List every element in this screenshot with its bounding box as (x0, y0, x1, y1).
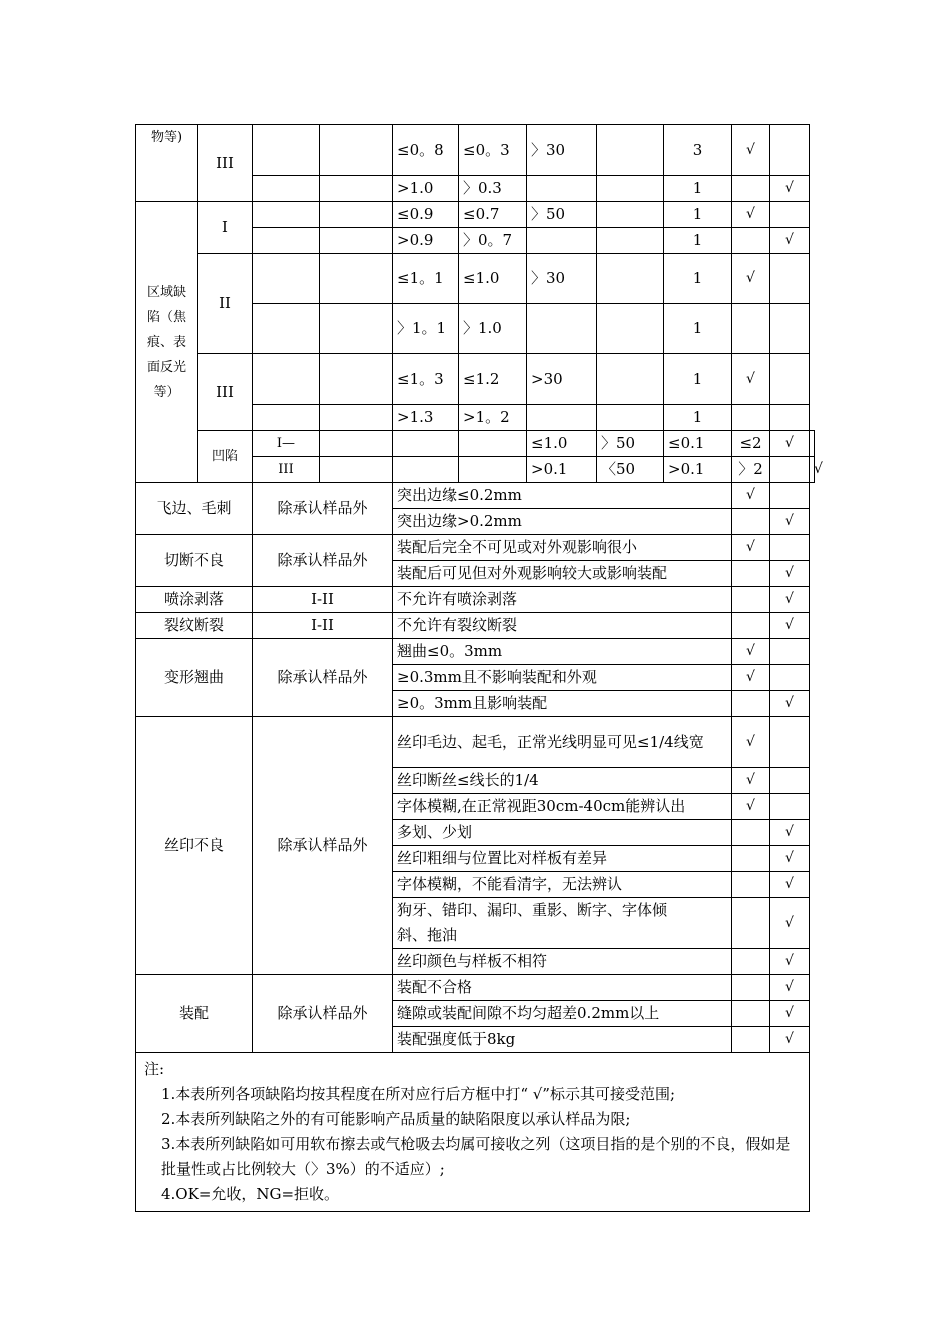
table-cell (459, 457, 527, 483)
ng-checkmark: √ (770, 613, 810, 639)
table-cell: ≤0。8 (393, 125, 459, 176)
defect-criterion: ≥0.3mm且不影响装配和外观 (393, 665, 732, 691)
table-cell (459, 431, 527, 457)
table-cell (527, 228, 597, 254)
region-defect-label: 区域缺陷（焦痕、表面反光等） (136, 202, 198, 483)
table-row (136, 639, 815, 665)
notes-row (136, 1053, 815, 1212)
defect-criterion: 丝印毛边、起毛，正常光线明显可见≤1/4线宽 (393, 717, 732, 768)
table-cell (597, 254, 664, 304)
defect-criterion: 多划、少划 (393, 820, 732, 846)
table-cell: ≤0.1 (664, 431, 732, 457)
ok-checkmark: √ (732, 717, 770, 768)
ng-checkmark: √ (810, 457, 815, 483)
defect-criterion: 丝印颜色与样板不相符 (393, 949, 732, 975)
defect-criterion: 装配后完全不可见或对外观影响很小 (393, 535, 732, 561)
ng-checkmark: √ (770, 949, 810, 975)
table-row (136, 431, 815, 457)
defect-name: 装配 (136, 975, 253, 1053)
defect-criterion: 丝印粗细与位置比对样板有差异 (393, 846, 732, 872)
table-cell: 〉30 (527, 125, 597, 176)
table-cell: 1 (664, 202, 732, 228)
level-label: III (198, 125, 253, 202)
table-cell: >0.9 (393, 228, 459, 254)
table-row (136, 587, 815, 613)
ok-checkmark: √ (732, 665, 770, 691)
table-row (136, 483, 815, 509)
ok-checkmark: √ (732, 639, 770, 665)
table-cell: ≤1.2 (459, 354, 527, 405)
defect-criterion: 不允许有喷涂剥落 (393, 587, 732, 613)
category-label: 物等) (136, 125, 198, 202)
table-cell: >1.3 (393, 405, 459, 431)
notes-block (136, 1053, 810, 1212)
table-cell (597, 354, 664, 405)
note-line: 3.本表所列缺陷如可用软布擦去或气枪吸去均属可接收之列（这项目指的是个别的不良，假如是批量性或占比例较大（〉3%）的不适应）; (161, 1135, 791, 1178)
notes-title: 注: (144, 1060, 165, 1078)
table-row (136, 717, 815, 768)
table-cell: 1 (664, 304, 732, 354)
table-cell: ≤0.9 (393, 202, 459, 228)
ng-checkmark: √ (770, 846, 810, 872)
level-label: I— (253, 431, 320, 457)
table-cell: ≤1.0 (527, 431, 597, 457)
defect-criterion: 缝隙或装配间隙不均匀超差0.2mm以上 (393, 1001, 732, 1027)
table-cell: >0.1 (664, 457, 732, 483)
ng-checkmark: √ (770, 1027, 810, 1053)
defect-criterion: ≥0。3mm且影响装配 (393, 691, 732, 717)
ok-checkmark: √ (732, 354, 770, 405)
ng-checkmark: √ (770, 587, 810, 613)
defect-criterion: 字体模糊，不能看清字，无法辨认 (393, 872, 732, 898)
note-line: 2.本表所列缺陷之外的有可能影响产品质量的缺陷限度以承认样品为限; (161, 1110, 631, 1128)
defect-criterion: 装配强度低于8kg (393, 1027, 732, 1053)
ng-checkmark: √ (770, 975, 810, 1001)
table-cell: >0.1 (527, 457, 597, 483)
table-cell: 〉2 (732, 457, 770, 483)
ok-checkmark: √ (732, 202, 770, 228)
ok-checkmark: √ (732, 483, 770, 509)
defect-name: 变形翘曲 (136, 639, 253, 717)
table-row (136, 202, 815, 228)
table-cell: ≤2 (732, 431, 770, 457)
ok-checkmark: √ (770, 431, 810, 457)
table-row (136, 535, 815, 561)
table-cell: 〉50 (597, 431, 664, 457)
defect-criterion: 突出边缘>0.2mm (393, 509, 732, 535)
table-row (136, 613, 815, 639)
table-cell: 〉50 (527, 202, 597, 228)
level-label: III (253, 457, 320, 483)
defect-criterion: 狗牙、错印、漏印、重影、断字、字体倾斜、拖油 (393, 898, 732, 949)
defect-criterion: 丝印断丝≤线长的1/4 (393, 768, 732, 794)
note-line: 4.OK=允收，NG=拒收。 (161, 1185, 340, 1203)
ok-checkmark: √ (732, 254, 770, 304)
ng-checkmark: √ (770, 1001, 810, 1027)
table-cell: 1 (664, 254, 732, 304)
table-row (136, 254, 815, 304)
defect-criterion: 字体模糊,在正常视距30cm-40cm能辨认出 (393, 794, 732, 820)
table-cell: 1 (664, 405, 732, 431)
level-label: III (198, 354, 253, 431)
table-cell: >1。2 (459, 405, 527, 431)
table-cell: ≤1.0 (459, 254, 527, 304)
table-cell (527, 405, 597, 431)
table-cell: ≤0。3 (459, 125, 527, 176)
defect-name: 丝印不良 (136, 717, 253, 975)
table-cell (527, 176, 597, 202)
ng-checkmark: √ (770, 820, 810, 846)
ng-checkmark: √ (770, 691, 810, 717)
ng-checkmark: √ (770, 176, 810, 202)
defect-level: 除承认样品外 (253, 483, 393, 535)
table-cell: 1 (664, 354, 732, 405)
defect-level: I-II (253, 613, 393, 639)
table-cell: 〉30 (527, 254, 597, 304)
defect-criterion: 装配不合格 (393, 975, 732, 1001)
table-row (136, 125, 815, 176)
level-label: II (198, 254, 253, 354)
table-row (136, 975, 815, 1001)
table-cell: >30 (527, 354, 597, 405)
note-line: 1.本表所列各项缺陷均按其程度在所对应行后方框中打“ √”标示其可接受范围; (161, 1085, 676, 1103)
table-cell: 1 (664, 228, 732, 254)
defect-criterion: 不允许有裂纹断裂 (393, 613, 732, 639)
ng-checkmark: √ (770, 898, 810, 949)
table-cell: 〉1。1 (393, 304, 459, 354)
defect-level: 除承认样品外 (253, 535, 393, 587)
ng-checkmark: √ (770, 561, 810, 587)
table-cell: 3 (664, 125, 732, 176)
defect-level: 除承认样品外 (253, 717, 393, 975)
ng-checkmark: √ (770, 509, 810, 535)
table-row (136, 354, 815, 405)
table-cell: ≤1。1 (393, 254, 459, 304)
defect-level: I-II (253, 587, 393, 613)
inspection-standard-table (135, 124, 823, 1212)
ok-checkmark: √ (732, 125, 770, 176)
table-cell: 〈50 (597, 457, 664, 483)
defect-criterion: 翘曲≤0。3mm (393, 639, 732, 665)
defect-name: 切断不良 (136, 535, 253, 587)
table-cell: ≤0.7 (459, 202, 527, 228)
dent-label: 凹陷 (198, 431, 253, 483)
table-cell (597, 202, 664, 228)
ng-checkmark: √ (770, 872, 810, 898)
ok-checkmark: √ (732, 535, 770, 561)
table-cell: 〉0.3 (459, 176, 527, 202)
defect-level: 除承认样品外 (253, 639, 393, 717)
table-cell: >1.0 (393, 176, 459, 202)
table-cell (597, 176, 664, 202)
table-cell: 〉0。7 (459, 228, 527, 254)
defect-name: 裂纹断裂 (136, 613, 253, 639)
table-cell (597, 125, 664, 176)
table-cell: 〉1.0 (459, 304, 527, 354)
table-cell: ≤1。3 (393, 354, 459, 405)
level-label: I (198, 202, 253, 254)
table-cell (597, 304, 664, 354)
table-cell (597, 405, 664, 431)
table-cell (527, 304, 597, 354)
defect-name: 喷涂剥落 (136, 587, 253, 613)
table-cell (597, 228, 664, 254)
defect-level: 除承认样品外 (253, 975, 393, 1053)
defect-criterion: 装配后可见但对外观影响较大或影响装配 (393, 561, 732, 587)
defect-criterion: 突出边缘≤0.2mm (393, 483, 732, 509)
ok-checkmark: √ (732, 794, 770, 820)
ok-checkmark: √ (732, 768, 770, 794)
defect-name: 飞边、毛刺 (136, 483, 253, 535)
table-cell: 1 (664, 176, 732, 202)
ng-checkmark: √ (770, 228, 810, 254)
